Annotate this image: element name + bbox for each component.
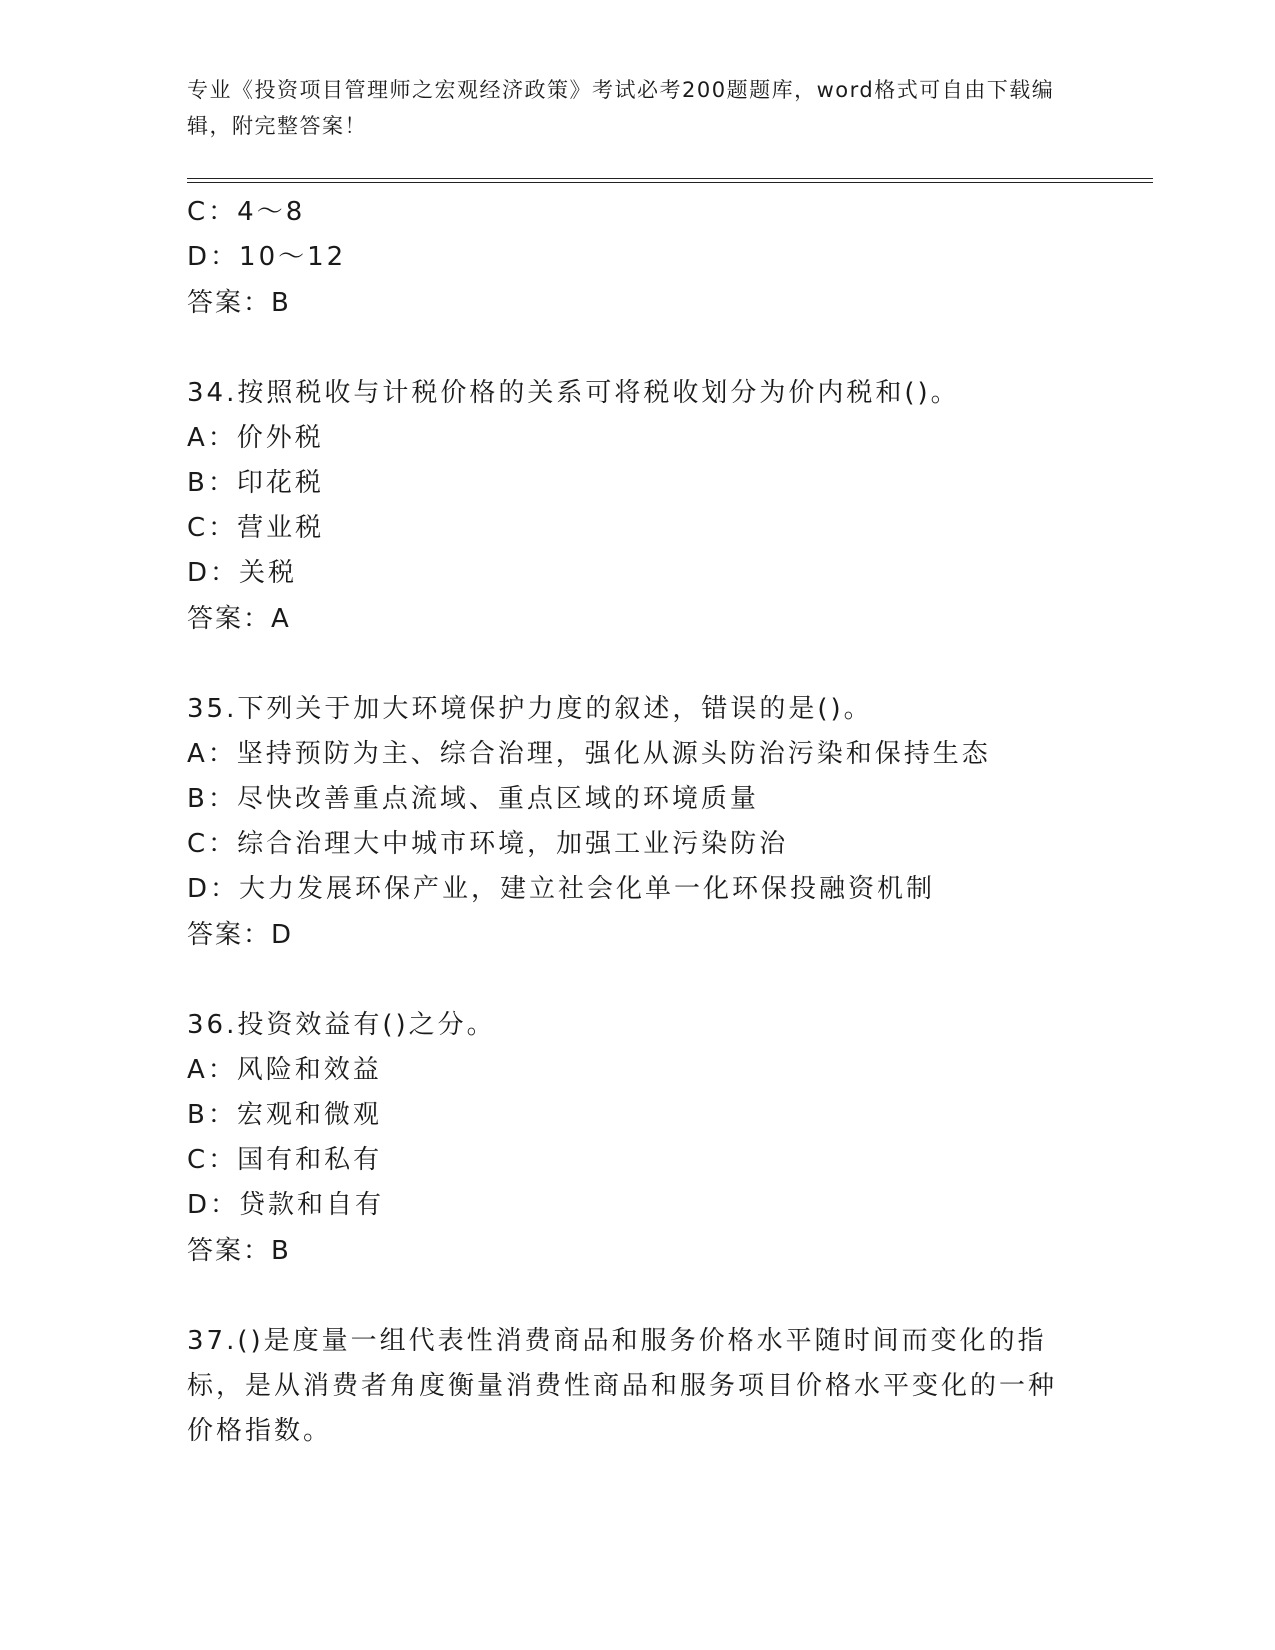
previous-question-tail [187,190,1187,326]
option-d: D：10～12 [187,242,347,272]
header-text: 专业《投资项目管理师之宏观经济政策》考试必考200题题库，word格式可自由下载编辑，附完整答案！ [187,78,1055,138]
option-b: B：印花税 [187,468,324,498]
question-text: 34.按照税收与计税价格的关系可将税收划分为价内税和()。 [187,378,960,408]
answer-line: 答案：D [187,920,294,950]
option-a: A：风险和效益 [187,1055,382,1085]
option-c: C：营业税 [187,513,325,543]
option-d: D：关税 [187,558,298,588]
option-c: C：综合治理大中城市环境，加强工业污染防治 [187,829,789,859]
option-b: B：尽快改善重点流域、重点区域的环境质量 [187,784,759,814]
question-34 [187,371,1187,642]
option-d: D：大力发展环保产业，建立社会化单一化环保投融资机制 [187,874,936,904]
option-a: A：价外税 [187,423,324,453]
question-36 [187,1003,1187,1274]
spacer [187,958,1187,1003]
option-a: A：坚持预防为主、综合治理，强化从源头防治污染和保持生态 [187,739,991,769]
option-c: C：国有和私有 [187,1145,383,1175]
header-divider-bottom [187,182,1153,183]
question-list [187,190,1187,1454]
question-37 [187,1319,1187,1454]
question-text: 37.()是度量一组代表性消费商品和服务价格水平随时间而变化的指标，是从消费者角度衡量消费性商品和服务项目价格水平变化的一种价格指数。 [187,1326,1058,1446]
question-text: 36.投资效益有()之分。 [187,1010,496,1040]
spacer [187,326,1187,371]
answer-line: 答案：A [187,604,291,634]
answer-line: 答案：B [187,288,291,318]
document-header [187,72,1087,144]
option-d: D：贷款和自有 [187,1190,385,1220]
spacer [187,1274,1187,1319]
header-divider-top [187,178,1153,179]
question-35 [187,687,1187,958]
option-b: B：宏观和微观 [187,1100,382,1130]
question-text: 35.下列关于加大环境保护力度的叙述，错误的是()。 [187,694,873,724]
option-c: C：4～8 [187,197,306,227]
spacer [187,642,1187,687]
answer-line: 答案：B [187,1236,291,1266]
